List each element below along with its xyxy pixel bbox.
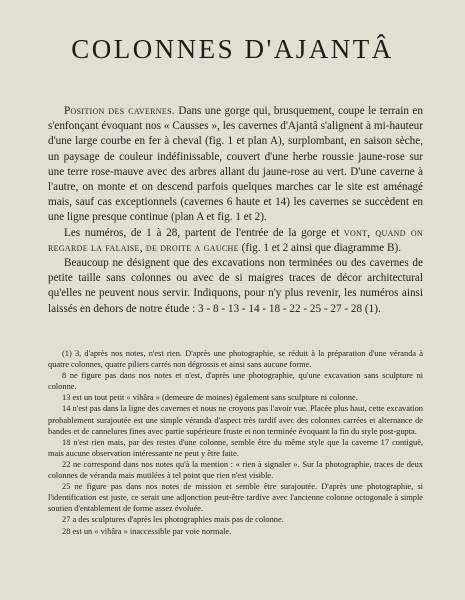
footnote: 25 ne figure pas dans nos notes de mission et semble être surajoutée. D'après une photographie, si l'identification est juste, ce serait une adjonction peut-être tardive avec l'ancienne colonne octogonale à simple soutien d'entablement de forme assez évoluée.: [48, 482, 423, 514]
footnote: 14 n'est pas dans la ligne des cavernes et nous ne croyons pas l'avoir vue. Placée plus haut, cette excavation probablement surajoutée est une simple véranda d'aspect très tardif avec des colonnes carrées et alternance de bandes et de cannelures fines avec partie supérieure fruste et non terminée évoquant la fin du style post-gupta.: [48, 404, 423, 436]
page-title: COLONNES D'AJANTÂ: [71, 34, 394, 64]
footnote: 27 a des sculptures d'après les photographies mais pas de colonne.: [62, 515, 284, 525]
footnote: 8 ne figure pas dans nos notes et n'est, d'après une photographie, qu'une excavation sans sculpture ni colonne.: [48, 371, 423, 392]
footnote: 13 est un tout petit « vihâra » (demeure de moines) également sans sculpture ni colonne.: [62, 393, 358, 403]
paragraph-3: Beaucoup ne désignent que des excavations non terminées ou des cavernes de petite taille sans colonnes ou avec de si maigres traces de décor architectural qu'elles ne peuvent nous servir. Indiquons, pour n'y plus revenir, les numéros ainsi laissés en dehors de notre étude : 3 - 8 - 13 - 14 - 18 - 22 - 25 - 27 - 28 (1).: [48, 257, 423, 315]
paragraph-2-end: (fig. 1 et 2 ainsi que diagramme B).: [238, 241, 402, 254]
section-heading-inline: Position des cavernes.: [64, 105, 175, 117]
paragraph-2-start: Les numéros, de 1 à 28, partent de l'entrée de la gorge et: [64, 226, 344, 239]
footnote: 22 ne correspond dans nos notes qu'à la mention : « rien à signaler ». Sur la photographie, traces de deux colonnes de véranda mais mutilées à tel point que rien n'est visible.: [48, 459, 423, 481]
paragraph-1-text: Dans une gorge qui, brusquement, coupe le terrain en s'enfonçant évoquant nos « Causses », les cavernes d'Ajantâ s'alignent à mi-hauteur d'une large courbe en fer à cheval (fig. 1 et plan A), surplombant, en saison sèche, un paysage de couleur indéfinissable, couvert d'une herbe roussie jaune-rose sur une terre rose-mauve avec des arbres allant du jaune-rose au vert. D'une caverne à l'autre, on monte et on descend parfois quelques marches car le site est aménagé mais, sauf cas exceptionnels (cavernes 6 haute et 14) les cavernes se succèdent en une ligne presque continue (plan A et fig. 1 et 2).: [48, 105, 423, 224]
footnote: 28 est un « vihâra » inaccessible par voie normale.: [62, 526, 232, 536]
footnote: 18 n'est rien mais, par des restes d'une colonne, semble être du même style que la caverne 17 contiguë, mais aucune observation intéressante ne peut y être faite.: [48, 437, 423, 458]
paragraph-2: [48, 226, 423, 256]
paragraph-2-emphasis: vont, quand on regarde la falaise, de droite a gauche: [48, 226, 423, 254]
main-text: [48, 104, 423, 317]
paragraph-1: [48, 104, 423, 226]
footnote: (1) 3, d'après nos notes, n'est rien. D'après une photographie, se réduit à la préparation d'une véranda à quatre colonnes, quatre piliers carrés non dégrossis et ainsi sans aucune forme.: [48, 349, 423, 370]
footnotes: [48, 348, 423, 537]
